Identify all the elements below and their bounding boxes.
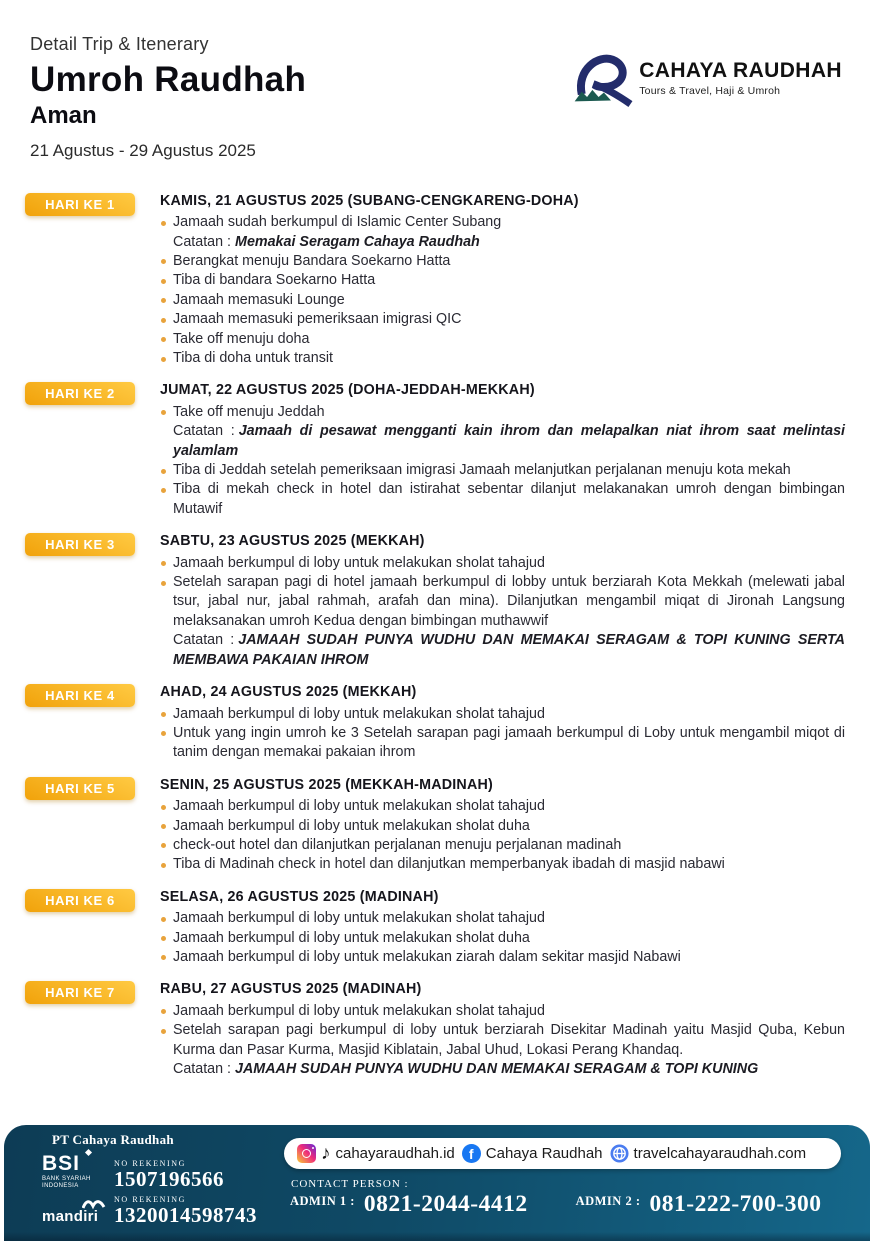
bullet-dot-icon: [161, 337, 166, 342]
day-badge: [25, 533, 135, 556]
social-instagram-tiktok[interactable]: [297, 1144, 455, 1163]
bullet-dot-icon: [161, 805, 166, 810]
bullet-dot-icon: [161, 731, 166, 736]
note-label: Catatan :: [173, 423, 235, 440]
day-badge-label: HARI KE 7: [45, 985, 115, 1001]
mandiri-logo: [42, 1208, 108, 1226]
bullet-dot-icon: [161, 581, 166, 586]
itinerary-item: [160, 1021, 845, 1079]
day-content: [160, 381, 845, 519]
bullet-dot-icon: [161, 259, 166, 264]
itinerary-item: [160, 554, 845, 573]
admin-contact: [576, 1191, 822, 1218]
brand-logo: [571, 50, 842, 112]
bullet-dot-icon: [161, 561, 166, 566]
bullet-dot-icon: [161, 488, 166, 493]
day-items: [160, 909, 845, 967]
item-text: Tiba di Madinah check in hotel dan dilanjutkan memperbanyak ibadah di masjid nabawi: [173, 856, 725, 873]
brand-name: CAHAYA RAUDHAH: [639, 59, 842, 82]
item-text: Jamaah berkumpul di loby untuk melakukan ziarah dalam sekitar masjid Nabawi: [173, 948, 681, 965]
day-section: [0, 683, 874, 763]
item-text: check-out hotel dan dilanjutkan perjalanan menuju perjalanan madinah: [173, 836, 622, 853]
contact-admins: [290, 1191, 821, 1218]
item-text: Tiba di Jeddah setelah pemeriksaan imigrasi Jamaah melanjutkan perjalanan menuju kota mekah: [173, 462, 791, 479]
bullet-dot-icon: [161, 1029, 166, 1034]
itinerary-item: [160, 252, 845, 271]
item-note: [173, 233, 845, 252]
itinerary-item: [160, 310, 845, 329]
itinerary-item: [160, 1002, 845, 1021]
note-text: Jamaah di pesawat mengganti kain ihrom dan melapalkan niat ihrom saat melintasi yalamlam: [173, 423, 845, 459]
day-items: [160, 403, 845, 519]
item-text: Tiba di doha untuk transit: [173, 350, 334, 366]
itinerary-item: [160, 724, 845, 763]
social-handle: Cahaya Raudhah: [485, 1145, 603, 1162]
day-badge-label: HARI KE 4: [45, 688, 115, 704]
bullet-dot-icon: [161, 469, 166, 474]
itinerary-item: [160, 929, 845, 948]
facebook-icon: [462, 1144, 481, 1163]
mandiri-wave-icon: [82, 1198, 106, 1210]
page-header: [0, 0, 874, 161]
item-text: Jamaah sudah berkumpul di Islamic Center Subang: [173, 214, 502, 231]
itinerary-item: [160, 836, 845, 855]
day-items: [160, 213, 845, 368]
bullet-dot-icon: [161, 712, 166, 717]
itinerary-item: [160, 948, 845, 967]
day-section: [0, 381, 874, 519]
brand-text: [639, 60, 842, 97]
bullet-dot-icon: [161, 1009, 166, 1014]
title-block: [30, 34, 306, 161]
item-text: Jamaah memasuki Lounge: [173, 291, 345, 308]
brand-logo-icon: [571, 50, 635, 112]
bullet-dot-icon: [161, 917, 166, 922]
item-text: Jamaah berkumpul di loby untuk melakukan sholat tahajud: [173, 1002, 545, 1019]
bank-row-bsi: [42, 1153, 287, 1190]
footer-bank-block: [42, 1132, 287, 1226]
contact-person-label: CONTACT PERSON :: [291, 1178, 409, 1190]
itinerary-list: [0, 192, 874, 1080]
itinerary-item: [160, 573, 845, 670]
day-content: [160, 776, 845, 875]
itinerary-item: [160, 403, 845, 461]
bullet-dot-icon: [161, 843, 166, 848]
admin-phone: 081-222-700-300: [649, 1191, 822, 1217]
day-items: [160, 705, 845, 763]
note-text: JAMAAH SUDAH PUNYA WUDHU DAN MEMAKAI SERAGAM & TOPI KUNING: [235, 1061, 759, 1077]
item-text: Take off menuju Jeddah: [173, 403, 325, 420]
footer: [4, 1125, 870, 1241]
bullet-dot-icon: [161, 824, 166, 829]
day-content: [160, 980, 845, 1079]
day-title: SELASA, 26 AGUSTUS 2025 (MADINAH): [160, 888, 439, 905]
globe-icon: [610, 1144, 629, 1163]
page-title: Umroh Raudhah: [30, 60, 307, 99]
mandiri-account: [114, 1195, 257, 1226]
day-title: RABU, 27 AGUSTUS 2025 (MADINAH): [160, 981, 422, 998]
item-text: Jamaah memasuki pemeriksaan imigrasi QIC: [173, 311, 462, 328]
item-text: Jamaah berkumpul di loby untuk melakukan sholat tahajud: [173, 910, 545, 927]
itinerary-item: [160, 291, 845, 310]
day-section: [0, 776, 874, 875]
admin-label: ADMIN 1 :: [290, 1194, 355, 1208]
itinerary-item: [160, 271, 845, 290]
item-note: [173, 422, 845, 461]
item-text: Tiba di mekah check in hotel dan istirahat sebentar dilanjut melakanakan umroh dengan bimbingan Mutawif: [173, 481, 845, 517]
social-handle: cahayaraudhah.id: [335, 1145, 455, 1162]
item-text: Tiba di bandara Soekarno Hatta: [173, 272, 376, 289]
day-title: JUMAT, 22 AGUSTUS 2025 (DOHA-JEDDAH-MEKKAH): [160, 382, 535, 399]
day-badge: [25, 382, 135, 405]
itinerary-item: [160, 855, 845, 874]
note-label: Catatan :: [173, 233, 232, 250]
bsi-account: [114, 1159, 224, 1190]
note-label: Catatan :: [173, 632, 235, 649]
day-content: [160, 683, 845, 763]
note-label: Catatan :: [173, 1061, 232, 1077]
note-text: JAMAAH SUDAH PUNYA WUDHU DAN MEMAKAI SERAGAM & TOPI KUNING SERTA MEMBAWA PAKAIAN IHROM: [173, 632, 845, 668]
brand-tagline: Tours & Travel, Haji & Umroh: [639, 85, 781, 97]
instagram-icon: [297, 1144, 316, 1163]
item-text: Setelah sarapan pagi di hotel jamaah berkumpul di lobby untuk berziarah Kota Mekkah (melewati jabal tsur, jabal nur, jabal rahmah, arafah dan mina). Dilanjutkan mengambil miqat di Jironah Langsung melaksanakan umroh Kedua dengan bimbingan muthawwif: [173, 574, 845, 629]
day-content: [160, 888, 845, 968]
company-name: PT Cahaya Raudhah: [52, 1132, 174, 1147]
bsi-logo-text: BSI: [42, 1152, 81, 1175]
item-text: Take off menuju doha: [173, 330, 310, 347]
bullet-dot-icon: [161, 863, 166, 868]
item-note: [173, 1060, 845, 1079]
item-text: Jamaah berkumpul di loby untuk melakukan sholat duha: [173, 817, 530, 834]
admin-phone: 0821-2044-4412: [363, 1191, 528, 1217]
itinerary-item: [160, 461, 845, 480]
day-content: [160, 532, 845, 670]
day-badge: [25, 981, 135, 1004]
itinerary-item: [160, 480, 845, 519]
day-badge-label: HARI KE 6: [45, 892, 115, 908]
bullet-dot-icon: [161, 936, 166, 941]
item-text: Setelah sarapan pagi berkumpul di loby untuk berziarah Disekitar Madinah yaitu Masjid Quba, Kebun Kurma dan Pasar Kurma, Masjid Kiblatain, Jabal Uhud, Lokasi Perang Khandaq.: [173, 1022, 845, 1058]
mandiri-account-number: 1320014598743: [114, 1203, 257, 1227]
bank-row-mandiri: [42, 1195, 287, 1226]
day-badge-label: HARI KE 1: [45, 196, 115, 212]
day-badge: [25, 777, 135, 800]
day-badge: [25, 889, 135, 912]
day-badge-label: HARI KE 2: [45, 386, 115, 402]
account-label: NO REKENING: [114, 1158, 187, 1168]
doc-type-label: Detail Trip & Itenerary: [30, 34, 209, 54]
admin-label: ADMIN 2 :: [575, 1194, 641, 1208]
bullet-dot-icon: [161, 955, 166, 960]
day-badge-label: HARI KE 3: [45, 537, 115, 553]
bsi-star-icon: [85, 1149, 92, 1156]
day-title: SABTU, 23 AGUSTUS 2025 (MEKKAH): [160, 533, 425, 550]
day-section: [0, 192, 874, 369]
item-text: Jamaah berkumpul di loby untuk melakukan sholat tahajud: [173, 554, 545, 571]
trip-date-range: 21 Agustus - 29 Agustus 2025: [30, 140, 256, 160]
itinerary-item: [160, 817, 845, 836]
bsi-logo-subtext: BANK SYARIAH INDONESIA: [42, 1176, 91, 1189]
day-title: AHAD, 24 AGUSTUS 2025 (MEKKAH): [160, 684, 417, 701]
social-website[interactable]: [610, 1144, 807, 1163]
day-section: [0, 888, 874, 968]
itinerary-item: [160, 213, 845, 252]
day-items: [160, 1002, 845, 1080]
day-badge: [25, 193, 135, 216]
day-title: SENIN, 25 AGUSTUS 2025 (MEKKAH-MADINAH): [160, 776, 493, 793]
day-section: [0, 532, 874, 670]
day-badge: [25, 684, 135, 707]
bsi-account-number: 1507196566: [114, 1166, 224, 1191]
social-handle: travelcahayaraudhah.com: [633, 1145, 807, 1162]
itinerary-item: [160, 349, 845, 368]
itinerary-item: [160, 705, 845, 724]
item-text: Jamaah berkumpul di loby untuk melakukan sholat tahajud: [173, 705, 545, 722]
social-links-pill: [284, 1138, 841, 1169]
itinerary-item: [160, 797, 845, 816]
social-facebook[interactable]: [462, 1144, 603, 1163]
tiktok-icon: [321, 1144, 331, 1163]
itinerary-item: [160, 909, 845, 928]
mandiri-logo-text: mandiri: [42, 1208, 99, 1226]
day-title: KAMIS, 21 AGUSTUS 2025 (SUBANG-CENGKARENG-DOHA): [160, 192, 579, 209]
note-text: Memakai Seragam Cahaya Raudhah: [235, 233, 480, 250]
admin-contact: [290, 1191, 528, 1218]
day-items: [160, 554, 845, 670]
itinerary-item: [160, 330, 845, 349]
bullet-dot-icon: [161, 279, 166, 284]
day-items: [160, 797, 845, 875]
bsi-logo: [42, 1153, 108, 1190]
item-text: Jamaah berkumpul di loby untuk melakukan sholat duha: [173, 929, 530, 946]
item-text: Berangkat menuju Bandara Soekarno Hatta: [173, 252, 451, 269]
item-note: [173, 631, 845, 670]
bullet-dot-icon: [161, 410, 166, 415]
account-label: NO REKENING: [114, 1195, 187, 1204]
day-section: [0, 980, 874, 1079]
bullet-dot-icon: [161, 298, 166, 303]
day-badge-label: HARI KE 5: [45, 780, 115, 796]
item-text: Jamaah berkumpul di loby untuk melakukan sholat tahajud: [173, 798, 545, 815]
bullet-dot-icon: [161, 357, 166, 362]
page-subtitle: Aman: [30, 101, 97, 129]
item-text: Untuk yang ingin umroh ke 3 Setelah sarapan pagi jamaah berkumpul di Loby untuk mengambil miqot di tanim dengan memakai pakaian ihrom: [173, 724, 845, 761]
bullet-dot-icon: [161, 318, 166, 323]
bullet-dot-icon: [161, 221, 166, 226]
day-content: [160, 192, 845, 369]
